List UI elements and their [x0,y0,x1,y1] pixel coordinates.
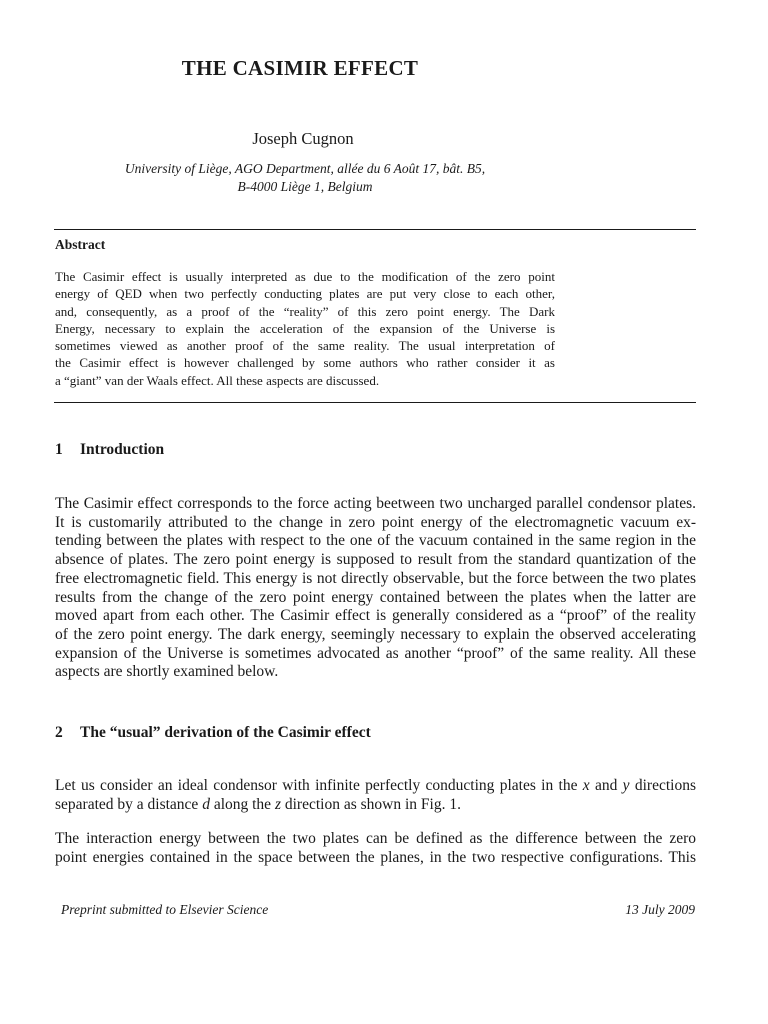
section-2-heading [55,724,371,742]
section-1-heading [55,441,164,459]
footer-date: 13 July 2009 [625,902,695,917]
paragraph-line: results from the change of the zero point energy contained between the plates when the latter are [55,588,696,606]
abstract-line: The Casimir effect is usually interpreted as due to the modification of the zero point [55,269,555,284]
section-number: 2 [55,724,63,741]
paragraph-line: absence of plates. The zero point energy is supposed to result from the standard quantization of the [55,551,696,569]
section-title: Introduction [80,441,165,458]
text-run: along the [209,795,275,813]
math-variable: x [582,777,590,794]
abstract-heading: Abstract [55,237,106,252]
math-variable: d [202,795,210,813]
footer-preprint-note: Preprint submitted to Elsevier Science [61,902,269,917]
paragraph-line: tending between the plates with respect to the one of the vacuum contained in the same region in the [55,532,696,550]
abstract-bottom-rule [54,402,696,403]
section-title: The “usual” derivation of the Casimir effect [80,724,371,741]
affiliation-line-2: B-4000 Liège 1, Belgium [237,179,373,194]
page-title: THE CASIMIR EFFECT [181,56,419,80]
paragraph-line: expansion of the Universe is sometimes advocated as another “proof” of the same reality. All these [55,644,696,662]
text-run: separated by a distance [55,795,203,813]
paragraph-line: of the zero point energy. The dark energy, seemingly necessary to explain the observed accelerating [55,625,696,643]
abstract-line: the Casimir effect is however challenged by some authors who rather consider it as [55,355,555,371]
abstract-line: sometimes viewed as another proof of the same reality. The usual interpretation of [55,338,555,354]
section-2-paragraph-2 [55,830,696,867]
abstract-body [55,268,555,389]
paragraph-line: point energies contained in the space between the planes, in the two respective configurations. This [55,848,696,866]
abstract-line: Energy, necessary to explain the acceleration of the expansion of the Universe is [55,320,555,336]
paragraph-line: The interaction energy between the two plates can be defined as the difference between the zero [55,830,696,847]
section-1-paragraph [55,495,696,682]
abstract-line: a “giant” van der Waals effect. All these aspects are discussed. [55,372,380,388]
section-number: 1 [55,441,63,458]
paragraph-line: free electromagnetic field. This energy is not directly observable, but the force between the two plates [55,569,696,587]
paragraph-line [55,796,696,815]
section-2-paragraph-1 [55,777,696,814]
abstract-line: energy of QED when two perfectly conducting plates are put very close to each other, [55,286,555,302]
text-run: direction as shown in Fig. 1. [280,795,461,813]
abstract-top-rule [54,229,696,230]
text-run: and [589,777,623,794]
math-variable: z [274,795,281,813]
text-run: Let us consider an ideal condensor with infinite perfectly conducting plates in the [55,777,583,794]
paragraph-line: The Casimir effect corresponds to the force acting beetween two uncharged parallel condensor plates. [55,495,696,512]
paragraph-line [55,777,696,796]
abstract-line: and, consequently, as a proof of the “reality” of this zero point energy. The Dark [55,303,555,319]
affiliation-line-1: University of Liège, AGO Department, allée du 6 Août 17, bât. B5, [124,161,486,176]
paragraph-line: aspects are shortly examined below. [55,663,279,681]
paragraph-line: It is customarily attributed to the change in zero point energy of the electromagnetic vacuum ex- [55,513,696,531]
paragraph-line: moved apart from each other. The Casimir effect is generally considered as a “proof” of the reality [55,607,696,625]
text-run: directions [629,777,696,794]
author-name: Joseph Cugnon [252,129,354,148]
math-variable: y [622,777,630,794]
